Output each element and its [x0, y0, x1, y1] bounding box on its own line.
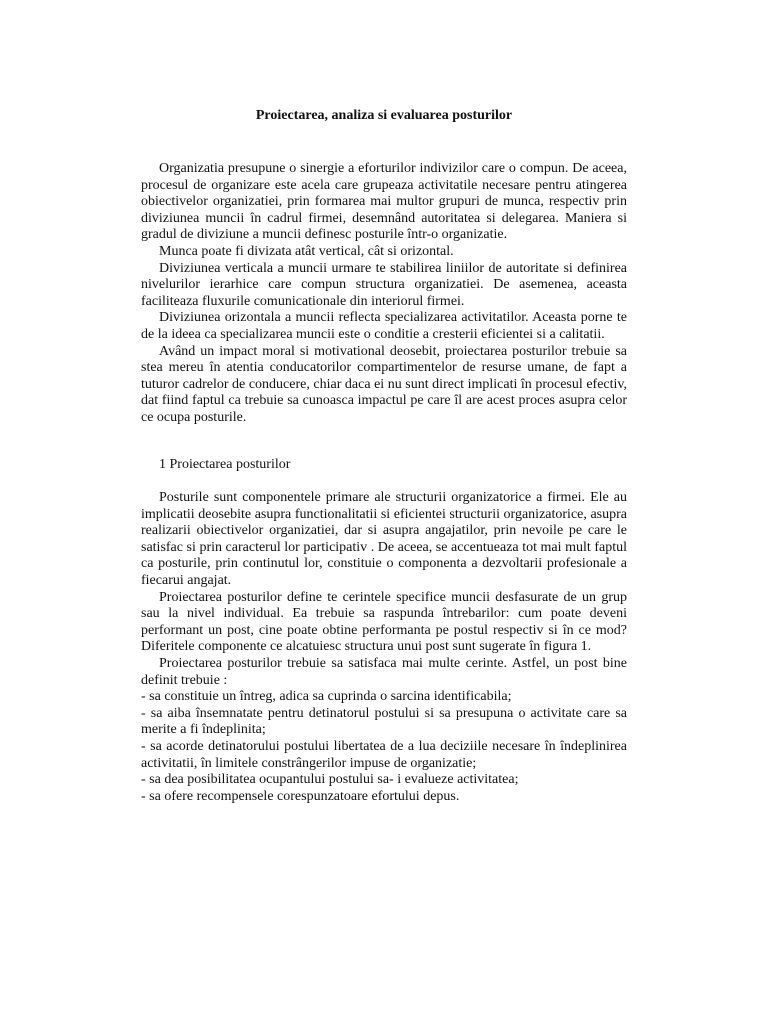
paragraph: Munca poate fi divizata atât vertical, cât si orizontal.	[159, 243, 454, 259]
page-title: Proiectarea, analiza si evaluarea posturilor	[255, 108, 513, 123]
list-item: - sa ofere recompensele corespunzatoare efortului depus.	[141, 788, 460, 804]
paragraph: Organizatia presupune o sinergie a eforturilor indivizilor care o compun. De aceea, procesul de organizare este acela care grupeaza activitatile necesare pentru atingerea obiectivelor organizatiei, prin formarea mai multor grupuri de munca, respectiv prin diviziunea muncii în cadrul firmei, desemnând autoritatea si delegarea. Maniera si gradul de diviziune a muncii definesc posturile într-o organizatie.	[141, 161, 627, 243]
section-body	[141, 490, 627, 805]
list-item: - sa constituie un întreg, adica sa cuprinda o sarcina identificabila;	[141, 689, 512, 705]
intro-section	[141, 161, 627, 427]
section-heading-block	[141, 457, 627, 474]
paragraph: Având un impact moral si motivational deosebit, proiectarea posturilor trebuie sa stea mereu în atentia conducatorilor compartimentelor de resurse umane, de fapt a tuturor cadrelor de conducere, chiar daca ei nu sunt direct implicati în procesul efectiv, dat fiind faptul ca trebuie sa cunoasca impactul pe care îl are acest proces asupra celor ce ocupa posturile.	[141, 343, 627, 425]
list-item: - sa acorde detinatorului postului libertatea de a lua deciziile necesare în îndeplinirea activitatii, în limitele constrângerilor impuse de organizatie;	[141, 738, 627, 771]
paragraph: Diviziunea verticala a muncii urmare te stabilirea liniilor de autoritate si definirea nivelurilor ierarhice care compun structura organizatiei. De asemenea, aceasta faciliteaza fluxurile comunicationale din interiorul firmei.	[141, 260, 627, 309]
list-item: - sa aiba însemnatate pentru detinatorul postului si sa presupuna o activitate care sa merite a fi îndeplinita;	[141, 705, 627, 738]
paragraph: Diviziunea orizontala a muncii reflecta specializarea activitatilor. Aceasta porne te de la ideea ca specializarea muncii este o conditie a cresterii eficientei si a calitatii.	[141, 310, 627, 342]
paragraph: Posturile sunt componentele primare ale structurii organizatorice a firmei. Ele au implicatii deosebite asupra functionalitatii si eficientei structurii organizatorice, asupra realizarii obiectivelor organizatiei, dar si asupra angajatilor, prin nevoile pe care le satisfac si prin caracterul lor participativ . De aceea, se accentueaza tot mai mult faptul ca posturile, prin continutul lor, constituie o componenta a dezvoltarii profesionale a fiecarui angajat.	[141, 490, 627, 588]
paragraph: Proiectarea posturilor define te cerintele specifice muncii desfasurate de un grup sau la nivel individual. Ea trebuie sa raspunda întrebarilor: cum poate deveni performant un post, cine poate obtine performanta pe postul respectiv si în ce mod? Diferitele componente ce alcatuiesc structura unui post sunt sugerate în figura 1.	[141, 589, 627, 655]
list-item: - sa dea posibilitatea ocupantului postului sa- i evalueze activitatea;	[141, 772, 519, 788]
paragraph: Proiectarea posturilor trebuie sa satisfaca mai multe cerinte. Astfel, un post bine definit trebuie :	[141, 655, 627, 688]
section-heading: 1 Proiectarea posturilor	[159, 457, 291, 472]
